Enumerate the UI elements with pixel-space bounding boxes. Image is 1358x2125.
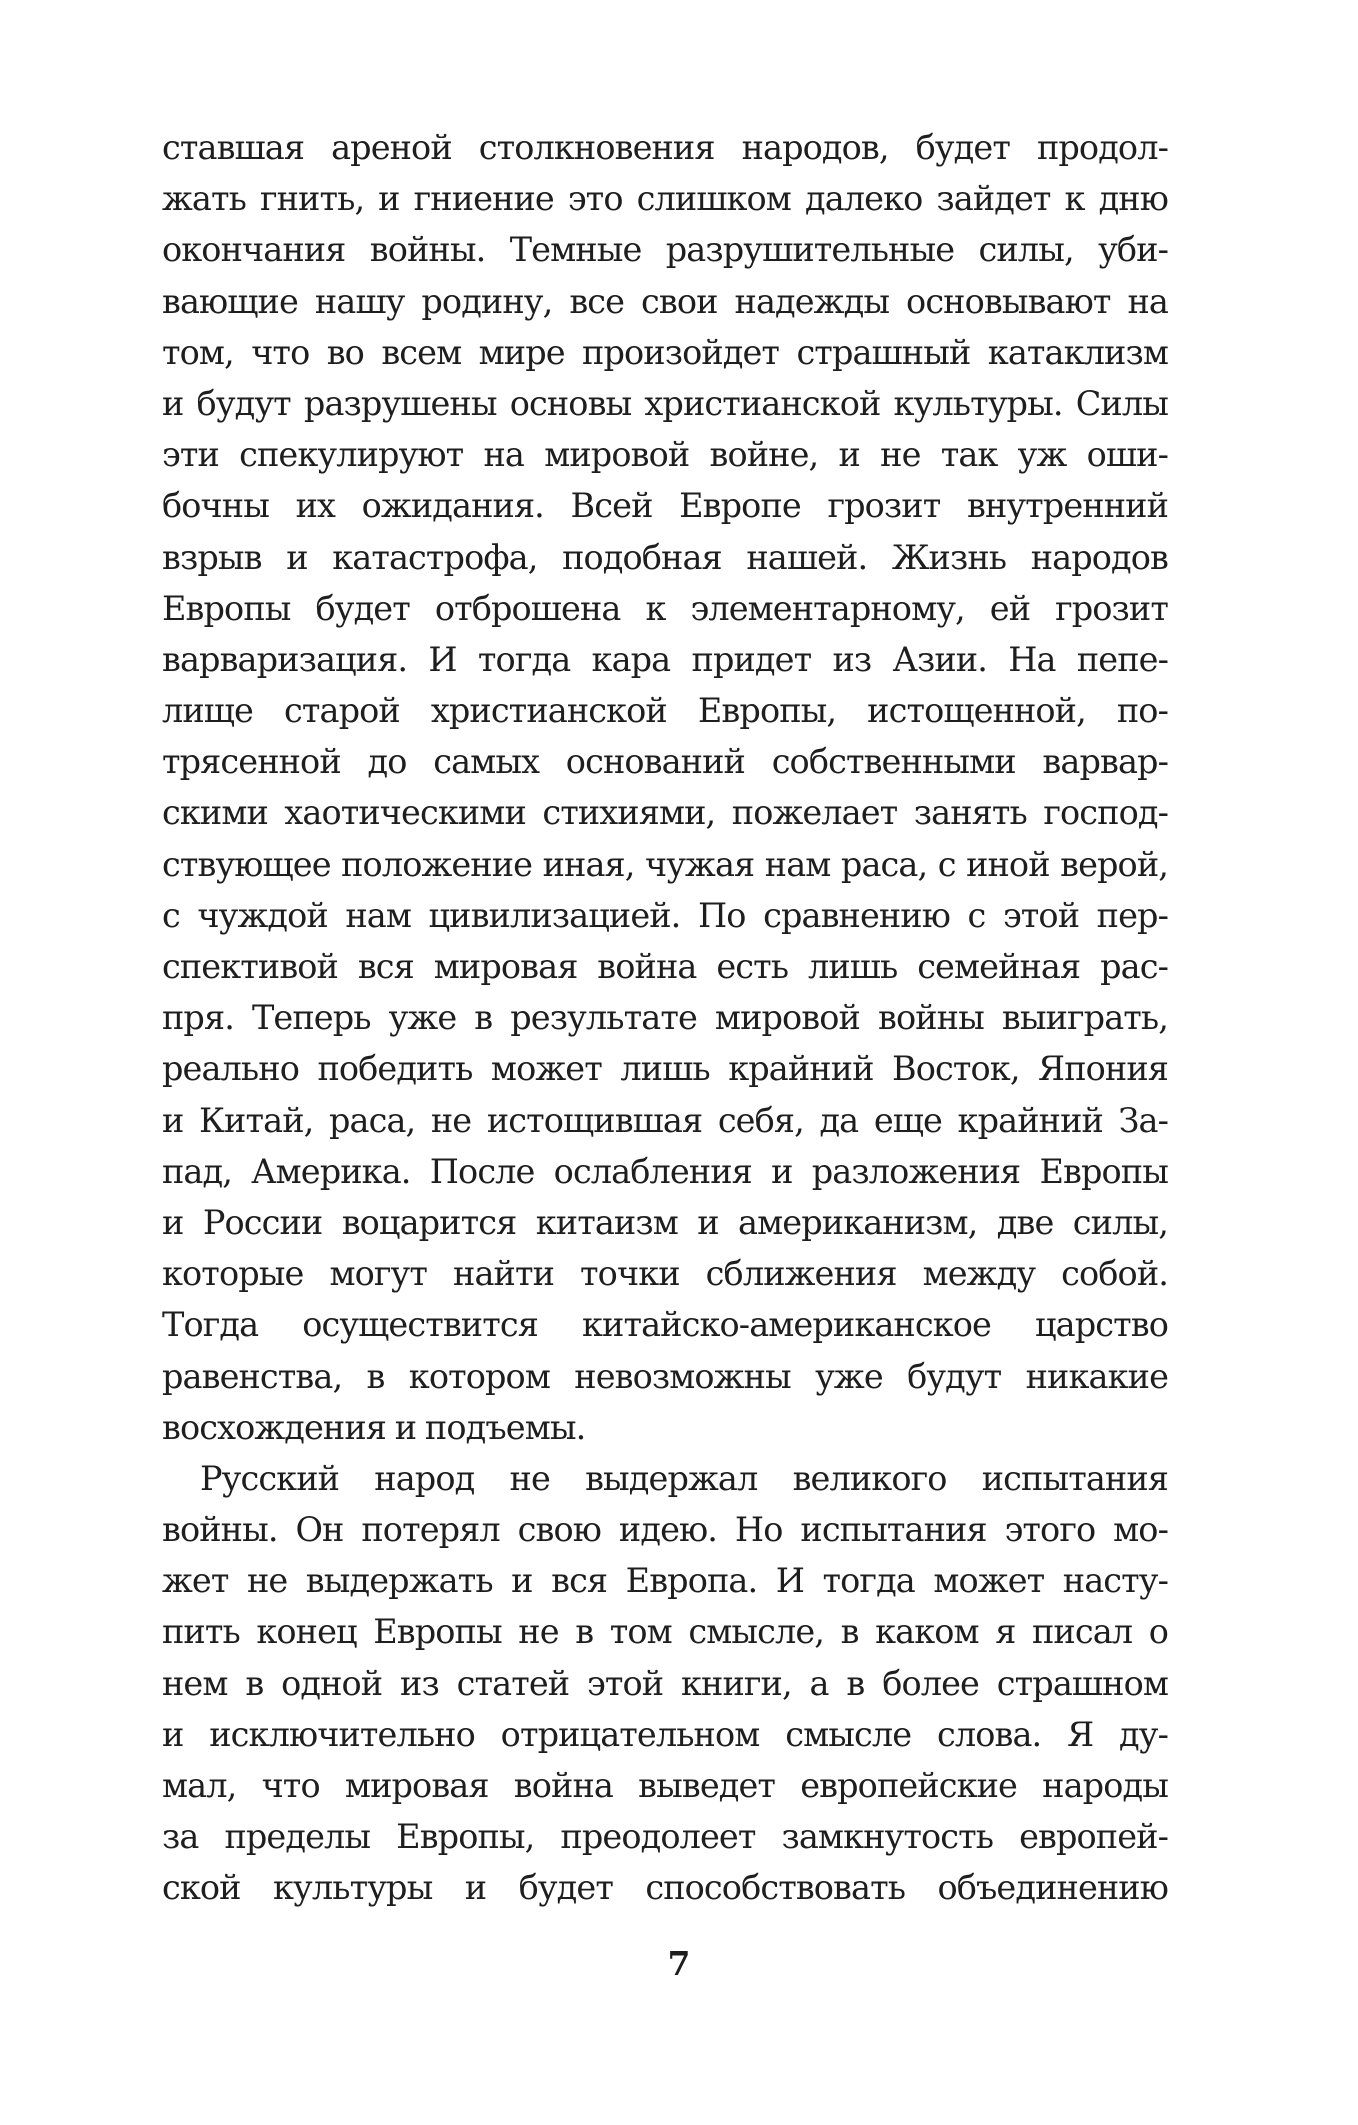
text-line: эти спекулируют на мировой войне, и не так уж оши- — [162, 435, 1168, 475]
text-line: восхождения и подъемы. — [162, 1407, 586, 1447]
text-line: и России воцарится китаизм и американизм, две силы, — [162, 1202, 1168, 1242]
text-line: пить конец Европы не в том смысле, в каком я писал о — [162, 1612, 1168, 1652]
text-line: пад, Америка. После ослабления и разложения Европы — [162, 1151, 1168, 1191]
text-line: лище старой христианской Европы, истощенной, по- — [162, 691, 1168, 731]
text-line: Русский народ не выдержал великого испытания — [200, 1458, 1168, 1498]
body-text — [162, 122, 1168, 1914]
text-line: жать гнить, и гниение это слишком далеко зайдет к дню — [162, 179, 1168, 219]
text-line: Тогда осуществится китайско-американское царство — [162, 1305, 1168, 1345]
text-line: бочны их ожидания. Всей Европе грозит внутренний — [162, 486, 1168, 526]
text-line: пря. Теперь уже в результате мировой войны выиграть, — [162, 998, 1168, 1038]
text-line: взрыв и катастрофа, подобная нашей. Жизнь народов — [162, 537, 1168, 577]
text-line: трясенной до самых оснований собственными варвар- — [162, 742, 1168, 782]
text-line: окончания войны. Темные разрушительные силы, уби- — [162, 230, 1168, 270]
text-line: нем в одной из статей этой книги, а в более страшном — [162, 1663, 1168, 1703]
text-line: войны. Он потерял свою идею. Но испытания этого мо- — [162, 1510, 1168, 1550]
text-line: с чуждой нам цивилизацией. По сравнению с этой пер- — [162, 895, 1168, 935]
text-line: и исключительно отрицательном смысле слова. Я ду- — [162, 1714, 1168, 1754]
text-line: и Китай, раса, не истощившая себя, да еще крайний За- — [162, 1100, 1168, 1140]
text-line: за пределы Европы, преодолеет замкнутость европей- — [162, 1817, 1168, 1857]
text-line: спективой вся мировая война есть лишь семейная рас- — [162, 947, 1168, 986]
text-line: Европы будет отброшена к элементарному, ей грозит — [162, 588, 1168, 628]
text-line: вающие нашу родину, все свои надежды основывают на — [162, 281, 1168, 321]
text-line: скими хаотическими стихиями, пожелает занять господ- — [162, 793, 1168, 833]
text-line: и будут разрушены основы христианской культуры. Силы — [162, 383, 1168, 423]
text-line: ставшая ареной столкновения народов, будет продол- — [162, 128, 1168, 167]
text-line: реально победить может лишь крайний Восток, Япония — [162, 1049, 1168, 1089]
text-line: варваризация. И тогда кара придет из Азии. На пепе- — [162, 639, 1168, 679]
text-line: ствующее положение иная, чужая нам раса, с иной верой, — [162, 844, 1168, 884]
text-line: равенства, в котором невозможны уже будут никакие — [162, 1356, 1168, 1396]
page-number: 7 — [667, 1944, 691, 1983]
text-line: мал, что мировая война выведет европейские народы — [162, 1766, 1168, 1805]
text-line: ской культуры и будет способствовать объединению — [162, 1868, 1168, 1908]
text-line: жет не выдержать и вся Европа. И тогда может насту- — [162, 1561, 1168, 1601]
text-line: которые могут найти точки сближения между собой. — [162, 1254, 1168, 1294]
text-line: том, что во всем мире произойдет страшный катаклизм — [162, 332, 1168, 372]
